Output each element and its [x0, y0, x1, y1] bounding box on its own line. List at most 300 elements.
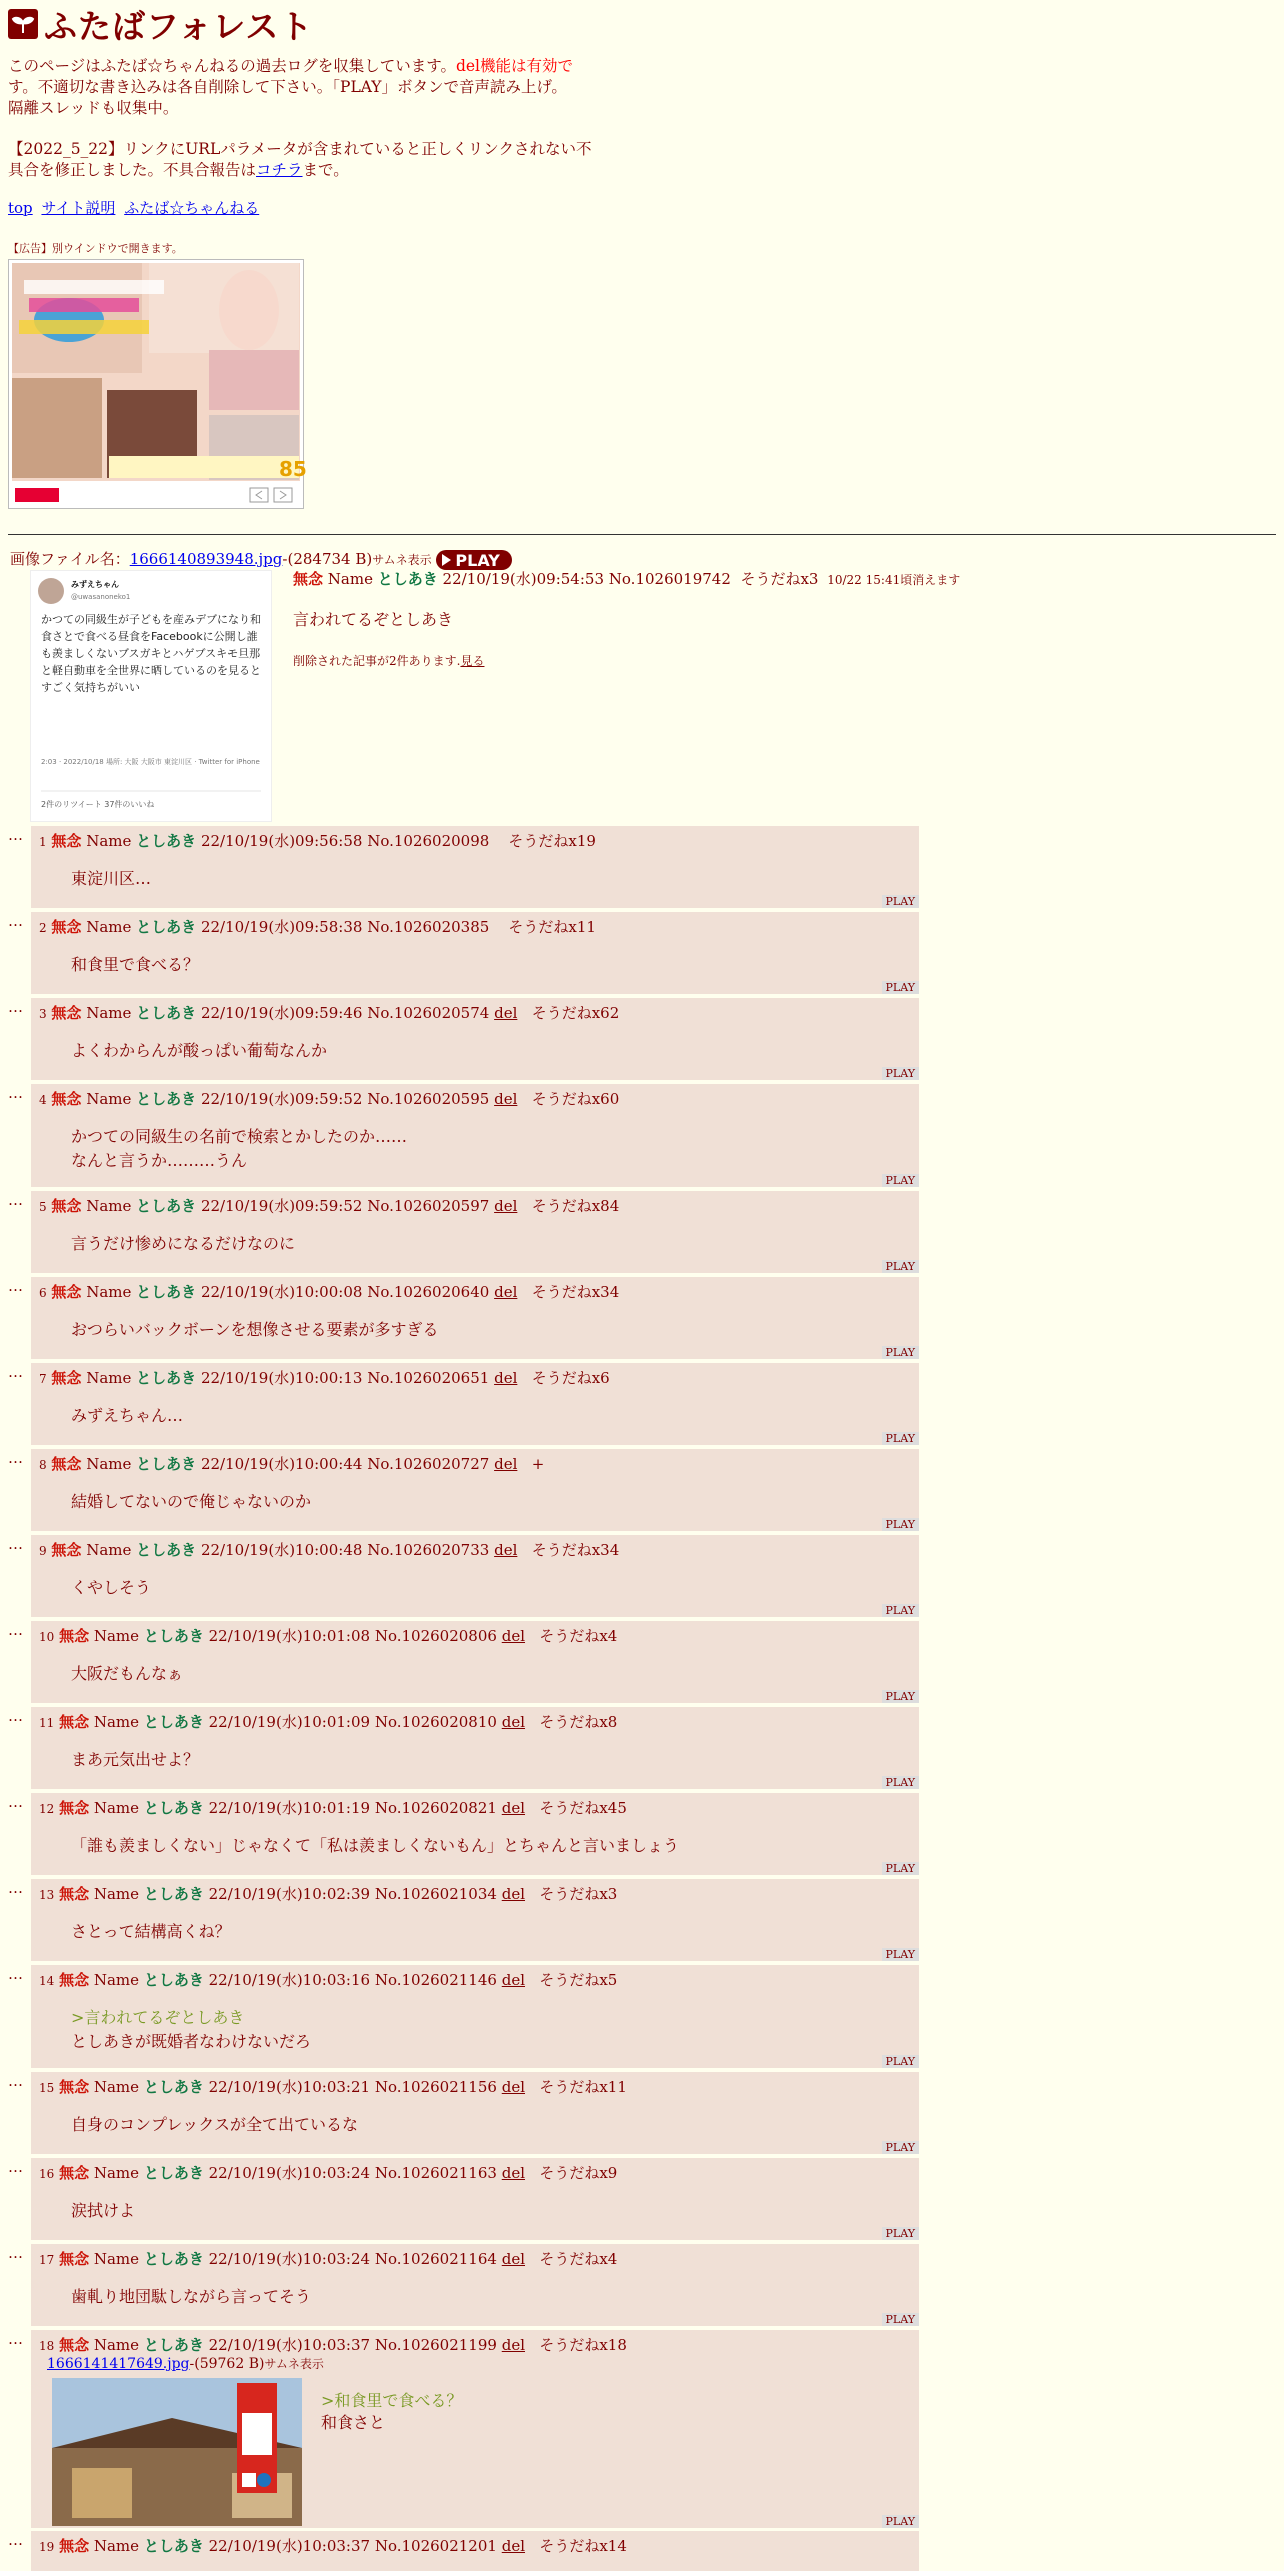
nav-futaba-link[interactable]: ふたば☆ちゃんねる [124, 199, 260, 217]
op-play-label: PLAY [455, 550, 500, 570]
reply-name: としあき [136, 1004, 197, 1022]
reply-box [31, 2244, 919, 2326]
op-image[interactable] [30, 570, 272, 822]
reply-soudane[interactable]: そうだねx45 [539, 1799, 627, 1817]
reply-number[interactable]: No.1026021163 [374, 2164, 497, 2182]
reply-body [71, 1576, 919, 1600]
reply-play-button[interactable]: PLAY [882, 1862, 919, 1875]
reply-box [31, 1793, 919, 1875]
reply-file-link[interactable]: 1666141417649.jpg [47, 2356, 190, 2372]
reply-number[interactable]: No.1026020727 [367, 1455, 490, 1473]
reply-subject: 無念 [51, 1369, 82, 1387]
intro-del-note: del機能は有効で [455, 57, 574, 75]
reply-name: としあき [143, 1971, 204, 1989]
reply-datetime: 22/10/19(水)10:01:19 [208, 1799, 371, 1817]
op-header [293, 568, 993, 589]
reply-subject: 無念 [51, 1004, 82, 1022]
tweet-handle: @uwasanoneko1 [71, 593, 131, 601]
reply-subject: 無念 [51, 1090, 82, 1108]
reply-number[interactable]: No.1026020651 [367, 1369, 490, 1387]
reply-datetime: 22/10/19(水)09:56:58 [200, 832, 363, 850]
reply-body [71, 2199, 919, 2223]
reply-name: としあき [143, 1713, 204, 1731]
reply-box [31, 2531, 919, 2571]
reply-quote: >言われてるぞとしあき [71, 2008, 245, 2027]
reply-index: 8 [39, 1458, 47, 1472]
nav-links [8, 197, 608, 218]
reply-subject: 無念 [59, 2537, 90, 2555]
op-file-link[interactable]: 1666140893948.jpg [129, 550, 283, 568]
reply-header [31, 1277, 919, 1302]
ad-banner-image [9, 260, 307, 508]
reply-soudane[interactable]: そうだねx60 [531, 1090, 620, 1108]
op-post [293, 568, 993, 669]
reply-menu-dots[interactable]: … [8, 1965, 23, 1983]
reply-del-link[interactable]: del [501, 1627, 526, 1645]
reply-line: 歯軋り地団駄しながら言ってそう [71, 2287, 312, 2306]
reply-index: 10 [39, 1630, 55, 1644]
reply-index: 3 [39, 1007, 47, 1021]
reply-header [31, 1879, 919, 1904]
reply-datetime: 22/10/19(水)10:03:37 [208, 2537, 371, 2555]
reply-soudane[interactable]: そうだねx6 [531, 1369, 610, 1387]
reply-del-link[interactable]: del [501, 2336, 526, 2354]
reply-subject: 無念 [51, 918, 82, 936]
reply-name: としあき [143, 2250, 204, 2268]
reply-number[interactable]: No.1026021164 [374, 2250, 497, 2268]
reply-datetime: 22/10/19(水)09:59:46 [200, 1004, 363, 1022]
reply-header [31, 1191, 919, 1216]
reply-play-button[interactable]: PLAY [882, 1260, 919, 1273]
reply-name-label: Name [93, 1885, 140, 1903]
reply-play-button[interactable]: PLAY [882, 1346, 919, 1359]
intro-text-2: す。不適切な書き込みは各自削除して下さい。「PLAY」ボタンで音声読み上げ。 [8, 78, 567, 96]
reply-index: 5 [39, 1200, 47, 1214]
reply-image[interactable] [52, 2378, 302, 2526]
reply-menu-dots[interactable]: … [8, 1084, 23, 1102]
reply-subject: 無念 [51, 1541, 82, 1559]
reply-header [31, 1535, 919, 1560]
reply-box [31, 826, 919, 908]
reply-header [31, 2330, 919, 2355]
notice-line-2: 具合を修正しました。不具合報告は [8, 161, 257, 179]
reply-del-link[interactable]: del [494, 1090, 518, 1108]
reply-subject: 無念 [51, 1197, 82, 1215]
reply-number[interactable]: No.1026020385 [367, 918, 490, 936]
reply-menu-dots[interactable]: … [8, 2072, 23, 2090]
reply-del-link[interactable]: del [494, 1541, 518, 1559]
reply-line: 結婚してないので俺じゃないのか [71, 1492, 312, 1511]
reply-index: 18 [39, 2339, 55, 2353]
reply-post [8, 1707, 920, 1789]
reply-post [8, 1621, 920, 1703]
reply-header [31, 1084, 919, 1109]
reply-soudane[interactable]: そうだねx8 [539, 1713, 618, 1731]
reply-play-button[interactable]: PLAY [882, 1776, 919, 1789]
reply-number[interactable]: No.1026020821 [374, 1799, 497, 1817]
reply-name: としあき [136, 1197, 197, 1215]
reply-soudane[interactable]: そうだねx18 [539, 2336, 627, 2354]
reply-header [31, 2244, 919, 2269]
reply-name: としあき [136, 1369, 197, 1387]
op-name: としあき [377, 570, 438, 588]
reply-box [31, 1535, 919, 1617]
reply-line: まあ元気出せよ？ [71, 1750, 200, 1769]
reply-soudane[interactable]: そうだねx34 [531, 1283, 620, 1301]
reply-box [31, 1879, 919, 1961]
reply-del-link[interactable]: del [501, 2164, 526, 2182]
reply-post [8, 1449, 920, 1531]
reply-menu-dots[interactable]: … [8, 1449, 23, 1467]
reply-number[interactable]: No.1026020810 [374, 1713, 497, 1731]
reply-play-button[interactable]: PLAY [882, 1518, 919, 1531]
reply-line: 大阪だもんなぁ [71, 1664, 184, 1683]
reply-number[interactable]: No.1026020098 [367, 832, 490, 850]
reply-name-label: Name [93, 2250, 140, 2268]
reply-datetime: 22/10/19(水)10:01:09 [208, 1713, 371, 1731]
reply-del-link[interactable]: del [501, 1713, 526, 1731]
reply-post [8, 912, 920, 994]
reply-index: 19 [39, 2540, 55, 2554]
reply-post [8, 998, 920, 1080]
reply-name: としあき [143, 1885, 204, 1903]
op-file-label: 画像ファイル名： [10, 550, 130, 568]
reply-soudane[interactable]: そうだねx3 [539, 1885, 618, 1903]
reply-name: としあき [136, 918, 197, 936]
reply-subject: 無念 [59, 2078, 90, 2096]
reply-menu-dots[interactable]: … [8, 2330, 23, 2348]
report-link[interactable]: コチラ [256, 161, 303, 179]
reply-line: かつての同級生の名前で検索とかしたのか…… [71, 1127, 408, 1146]
reply-play-button[interactable]: PLAY [882, 981, 919, 994]
reply-name-label: Name [93, 2537, 140, 2555]
reply-play-button[interactable]: PLAY [882, 2515, 919, 2528]
reply-del-link[interactable]: del [501, 1885, 526, 1903]
reply-post [8, 2531, 920, 2571]
reply-play-button[interactable]: PLAY [882, 1174, 919, 1187]
reply-menu-dots[interactable]: … [8, 2158, 23, 2176]
reply-post [8, 2158, 920, 2240]
reply-name-label: Name [93, 1971, 140, 1989]
reply-number[interactable]: No.1026020640 [367, 1283, 490, 1301]
reply-play-button[interactable]: PLAY [882, 2055, 919, 2068]
reply-soudane[interactable]: そうだねx14 [539, 2537, 627, 2555]
reply-body [71, 1039, 919, 1063]
op-play-button[interactable] [436, 550, 511, 570]
reply-datetime: 22/10/19(水)10:01:08 [208, 1627, 371, 1645]
sprout-logo-icon [8, 9, 38, 39]
reply-subject: 無念 [51, 1283, 82, 1301]
reply-del-link[interactable]: del [501, 1971, 526, 1989]
reply-soudane[interactable]: そうだねx62 [531, 1004, 620, 1022]
reply-header [31, 826, 919, 851]
restaurant-photo [52, 2378, 302, 2526]
reply-index: 6 [39, 1286, 47, 1300]
reply-body [321, 2390, 462, 2434]
reply-name-label: Name [86, 1197, 132, 1215]
reply-box [31, 1449, 919, 1531]
reply-number[interactable]: No.1026020595 [367, 1090, 490, 1108]
reply-soudane[interactable]: そうだねx84 [531, 1197, 620, 1215]
reply-play-button[interactable]: PLAY [882, 2141, 919, 2154]
reply-post [8, 1191, 920, 1273]
reply-line: 東淀川区… [71, 869, 152, 888]
reply-name-label: Name [93, 1627, 140, 1645]
notice-tail: まで。 [302, 161, 349, 179]
reply-subject: 無念 [59, 1971, 90, 1989]
reply-index: 1 [39, 835, 47, 849]
reply-play-button[interactable]: PLAY [882, 1432, 919, 1445]
reply-name: としあき [136, 1283, 197, 1301]
reply-soudane[interactable]: そうだねx34 [531, 1541, 620, 1559]
reply-post [8, 1363, 920, 1445]
site-title[interactable] [8, 4, 608, 44]
reply-header [31, 912, 919, 937]
op-datetime: 22/10/19(水)09:54:53 [442, 570, 604, 588]
reply-body [71, 1834, 919, 1858]
reply-play-button[interactable]: PLAY [882, 1690, 919, 1703]
reply-number[interactable]: No.1026021199 [374, 2336, 497, 2354]
reply-name-label: Name [86, 1090, 132, 1108]
reply-menu-dots[interactable]: … [8, 1879, 23, 1897]
deleted-view-link[interactable]: 見る [460, 654, 485, 668]
thread-divider [8, 534, 1276, 535]
reply-menu-dots[interactable]: … [8, 2244, 23, 2262]
reply-index: 17 [39, 2253, 55, 2267]
reply-body [71, 2113, 919, 2137]
reply-play-button[interactable]: PLAY [882, 1948, 919, 1961]
reply-del-link[interactable]: del [501, 2250, 526, 2268]
reply-name: としあき [136, 1090, 197, 1108]
reply-body [71, 1748, 919, 1772]
reply-soudane[interactable]: そうだねx9 [539, 2164, 618, 2182]
ad-banner[interactable] [8, 259, 307, 509]
reply-name: としあき [143, 2164, 204, 2182]
reply-line: 「誰も羨ましくない」じゃなくて「私は羨ましくないもん」とちゃんと言いましょう [71, 1836, 680, 1855]
reply-menu-dots[interactable]: … [8, 1535, 23, 1553]
reply-play-button[interactable]: PLAY [882, 1604, 919, 1617]
reply-soudane[interactable]: そうだねx4 [539, 1627, 618, 1645]
reply-soudane[interactable]: そうだねx11 [539, 2078, 627, 2096]
reply-header [31, 1449, 919, 1474]
op-body: 言われてるぞとしあき [293, 610, 454, 629]
reply-menu-dots[interactable]: … [8, 826, 23, 844]
reply-line: 涙拭けよ [71, 2201, 136, 2220]
reply-datetime: 22/10/19(水)10:03:21 [208, 2078, 371, 2096]
reply-number[interactable]: No.1026021146 [374, 1971, 497, 1989]
reply-datetime: 22/10/19(水)10:03:24 [208, 2250, 371, 2268]
reply-menu-dots[interactable]: … [8, 1707, 23, 1725]
reply-datetime: 22/10/19(水)10:00:44 [200, 1455, 363, 1473]
tweet-meta: 2:03 · 2022/10/18 場所: 大阪 大阪市 東淀川区 · Twitter for iPhone [41, 758, 260, 766]
op-file-info [10, 548, 512, 570]
reply-soudane[interactable]: そうだねx5 [539, 1971, 618, 1989]
reply-box [31, 1707, 919, 1789]
nav-top-link[interactable]: top [8, 199, 33, 217]
tweet-user: みずえちゃん [71, 580, 119, 589]
reply-datetime: 22/10/19(水)10:03:16 [208, 1971, 371, 1989]
reply-menu-dots[interactable]: … [8, 998, 23, 1016]
reply-body [71, 1490, 919, 1514]
reply-del-link[interactable]: del [501, 2078, 526, 2096]
reply-index: 13 [39, 1888, 55, 1902]
reply-name-label: Name [86, 1369, 132, 1387]
reply-menu-dots[interactable]: … [8, 1621, 23, 1639]
reply-line: よくわからんが酸っぱい葡萄なんか [71, 1041, 328, 1060]
reply-quote: >和食里で食べる？ [321, 2391, 463, 2410]
reply-index: 12 [39, 1802, 55, 1816]
reply-post [8, 1793, 920, 1875]
reply-line: 自身のコンプレックスが全て出ているな [71, 2115, 359, 2134]
ad-label: 【広告】別ウインドウで開きます。 [8, 242, 183, 255]
site-title-text: ふたばフォレスト [44, 6, 314, 46]
reply-del-link[interactable]: del [494, 1197, 518, 1215]
reply-del-link[interactable]: del [494, 1369, 518, 1387]
reply-post [8, 1879, 920, 1961]
reply-del-link[interactable]: del [494, 1004, 518, 1022]
reply-name-label: Name [93, 2078, 140, 2096]
reply-subject: 無念 [59, 2164, 90, 2182]
reply-box [31, 1277, 919, 1359]
reply-body [71, 1662, 919, 1686]
reply-menu-dots[interactable]: … [8, 1363, 23, 1381]
reply-play-button[interactable]: PLAY [882, 2227, 919, 2240]
reply-file-info [47, 2355, 919, 2372]
reply-name: としあき [136, 1541, 197, 1559]
reply-box [31, 998, 919, 1080]
reply-menu-dots[interactable]: … [8, 912, 23, 930]
reply-datetime: 22/10/19(水)10:03:24 [208, 2164, 371, 2182]
reply-header [31, 998, 919, 1023]
op-name-label: Name [327, 570, 373, 588]
notice-line-1: 【2022_5_22】リンクにURLパラメータが含まれていると正しくリンクされない不 [8, 140, 592, 158]
reply-post [8, 1084, 920, 1187]
deleted-note-text: 削除された記事が2件あります. [293, 654, 461, 668]
reply-index: 9 [39, 1544, 47, 1558]
reply-play-button[interactable]: PLAY [882, 1067, 919, 1080]
reply-datetime: 22/10/19(水)10:00:13 [200, 1369, 363, 1387]
reply-menu-dots[interactable]: … [8, 2531, 23, 2549]
reply-name: としあき [143, 1627, 204, 1645]
reply-line: さとって結構高くね？ [71, 1922, 231, 1941]
reply-header [31, 2158, 919, 2183]
reply-number[interactable]: No.1026020597 [367, 1197, 490, 1215]
reply-line: 言うだけ惨めになるだけなのに [71, 1234, 296, 1253]
reply-subject: 無念 [51, 1455, 82, 1473]
reply-datetime: 22/10/19(水)10:00:08 [200, 1283, 363, 1301]
reply-header [31, 2531, 919, 2556]
reply-number[interactable]: No.1026020733 [367, 1541, 490, 1559]
reply-number[interactable]: No.1026020574 [367, 1004, 490, 1022]
reply-line: 和食さと [321, 2413, 386, 2432]
reply-datetime: 22/10/19(水)10:00:48 [200, 1541, 363, 1559]
reply-post [8, 1965, 920, 2068]
reply-box [31, 1191, 919, 1273]
site-intro [8, 56, 608, 119]
reply-del-link[interactable]: del [494, 1283, 518, 1301]
reply-number[interactable]: No.1026021156 [374, 2078, 497, 2096]
reply-thumb-label[interactable]: サムネ表示 [264, 2357, 324, 2371]
reply-index: 7 [39, 1372, 47, 1386]
reply-header [31, 1793, 919, 1818]
reply-index: 15 [39, 2081, 55, 2095]
reply-name-label: Name [86, 1455, 132, 1473]
ad-price: 85 [279, 457, 307, 481]
reply-index: 11 [39, 1716, 55, 1730]
reply-soudane[interactable]: そうだねx19 [508, 832, 596, 850]
reply-name: としあき [143, 2537, 204, 2555]
reply-body [71, 1232, 919, 1256]
reply-menu-dots[interactable]: … [8, 1191, 23, 1209]
reply-del-link[interactable]: del [501, 2537, 526, 2555]
reply-play-button[interactable]: PLAY [882, 2313, 919, 2326]
reply-name-label: Name [86, 832, 132, 850]
op-number[interactable]: No.1026019742 [608, 570, 731, 588]
reply-line: なんと言うか………うん [71, 1151, 248, 1170]
reply-index: 16 [39, 2167, 55, 2181]
reply-body [71, 2006, 919, 2054]
reply-datetime: 22/10/19(水)09:59:52 [200, 1197, 363, 1215]
reply-name: としあき [136, 832, 197, 850]
reply-post [8, 826, 920, 908]
reply-line: 和食里で食べる？ [71, 955, 200, 974]
reply-play-button[interactable]: PLAY [882, 895, 919, 908]
reply-soudane[interactable]: + [531, 1455, 545, 1473]
reply-post [8, 1277, 920, 1359]
play-triangle-icon [442, 554, 451, 566]
reply-del-link[interactable]: del [501, 1799, 526, 1817]
reply-body [71, 1318, 919, 1342]
reply-datetime: 22/10/19(水)09:59:52 [200, 1090, 363, 1108]
reply-menu-dots[interactable]: … [8, 1793, 23, 1811]
reply-index: 2 [39, 921, 47, 935]
op-file-size: -(284734 B) [282, 550, 373, 568]
reply-subject: 無念 [51, 832, 82, 850]
site-header [8, 4, 608, 509]
reply-post [8, 2072, 920, 2154]
op-thumb-label[interactable]: サムネ表示 [372, 553, 432, 567]
reply-name-label: Name [86, 1541, 132, 1559]
reply-index: 4 [39, 1093, 47, 1107]
reply-soudane[interactable]: そうだねx4 [539, 2250, 618, 2268]
reply-subject: 無念 [59, 1799, 90, 1817]
reply-number[interactable]: No.1026021034 [374, 1885, 497, 1903]
nav-about-link[interactable]: サイト説明 [41, 199, 116, 217]
reply-box [31, 2330, 919, 2528]
reply-box [31, 1621, 919, 1703]
op-soudane[interactable]: そうだねx3 [740, 570, 819, 588]
reply-datetime: 22/10/19(水)10:03:37 [208, 2336, 371, 2354]
reply-body [71, 953, 919, 977]
tweet-text: かつての同級生が子どもを産みデブになり和食さとで食べる昼食をFacebookに公開し誰も羨ましくないブスガキとハゲブスキモ旦那と軽自動車を全世界に晒しているのを見るとすごく気持ちがいい [41, 613, 261, 694]
reply-number[interactable]: No.1026021201 [374, 2537, 497, 2555]
reply-number[interactable]: No.1026020806 [374, 1627, 497, 1645]
reply-del-link[interactable]: del [494, 1455, 518, 1473]
reply-post [8, 2330, 920, 2528]
reply-soudane[interactable]: そうだねx11 [508, 918, 596, 936]
reply-box [31, 1965, 919, 2068]
reply-name-label: Name [93, 1713, 140, 1731]
intro-text-3: 隔離スレッドも収集中。 [8, 99, 179, 117]
op-tweet-screenshot [31, 571, 271, 821]
reply-subject: 無念 [59, 1713, 90, 1731]
reply-name-label: Name [93, 2336, 140, 2354]
reply-name-label: Name [86, 1004, 132, 1022]
reply-name-label: Name [86, 1283, 132, 1301]
reply-menu-dots[interactable]: … [8, 1277, 23, 1295]
reply-body [71, 1404, 919, 1428]
reply-line: としあきが既婚者なわけないだろ [71, 2032, 312, 2051]
